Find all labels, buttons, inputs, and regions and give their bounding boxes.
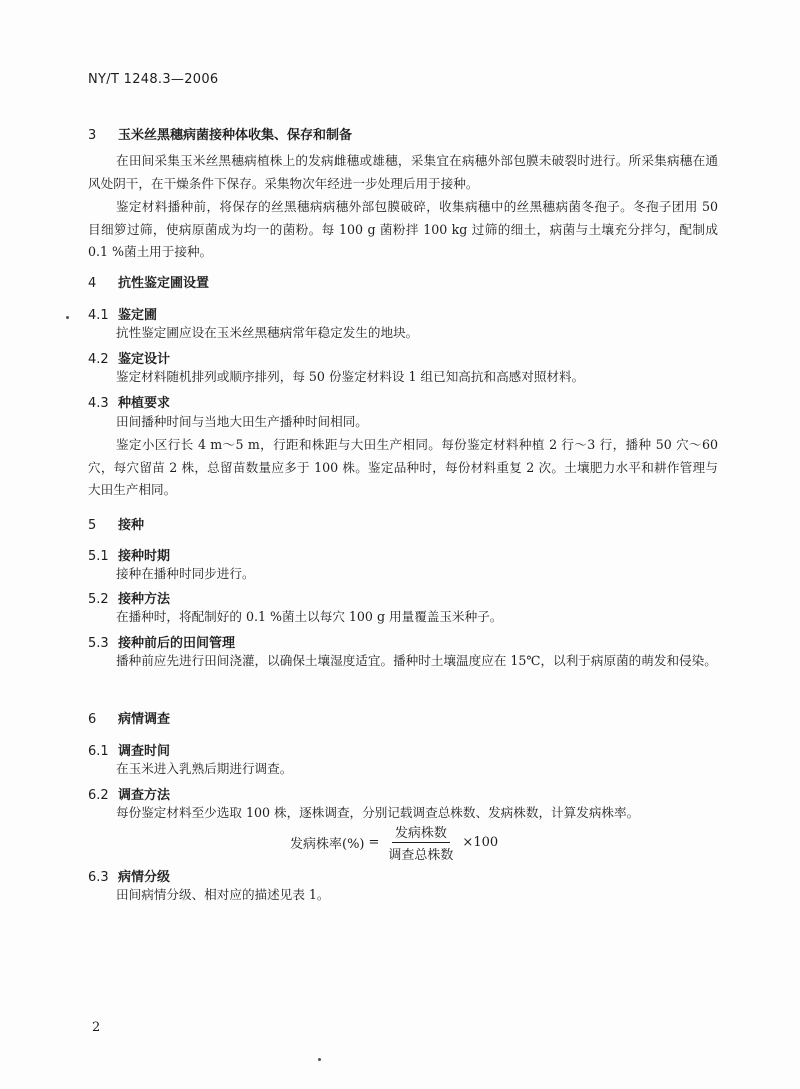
subsection-4-2-heading [88,348,170,367]
paragraph: 鉴定材料随机排列或顺序排列，每 50 份鉴定材料设 1 组已知高抗和高感对照材料。 [116,369,585,384]
formula-multiplier: ×100 [462,835,499,850]
section-number: 3 [88,128,97,143]
paragraph: 每份鉴定材料至少选取 100 株，逐株调查，分别记载调查总株数、发病株数，计算发病株率。 [116,805,640,820]
subsection-title: 鉴定设计 [118,352,171,367]
paragraph: 抗性鉴定圃应设在玉米丝黑穗病常年稳定发生的地块。 [116,325,419,340]
subsection-title: 种植要求 [118,396,171,411]
subsection-title: 调查方法 [118,788,171,803]
formula-numerator: 发病株数 [392,822,450,843]
formula-fraction [385,822,456,863]
paragraph: 鉴定小区行长 4 m～5 m，行距和株距与大田生产相同。每份鉴定材料种植 2 行～3 行，播种 50 穴～60 穴，每穴留苗 2 株，总留苗数量应多于 100 株。鉴定品种时，每份材料重复 2 次。土壤肥力水平和耕作管理与大田生产相同。 [88,437,718,497]
subsection-title: 接种前后的田间管理 [118,636,236,651]
formula-equals: = [368,835,380,850]
subsection-number: 6.3 [88,870,109,885]
subsection-number: 4.1 [88,308,109,323]
section-title: 抗性鉴定圃设置 [118,276,210,291]
section-3-heading [88,124,352,143]
subsection-number: 4.3 [88,396,109,411]
subsection-5-1-heading [88,545,170,564]
subsection-number: 6.2 [88,788,109,803]
subsection-5-2-heading [88,588,170,607]
scan-speck [66,316,69,319]
subsection-number: 5.3 [88,636,109,651]
subsection-6-3-heading [88,866,170,885]
paragraph: 在播种时，将配制好的 0.1 %菌土以每穴 100 g 用量覆盖玉米种子。 [116,609,503,624]
section-4-heading [88,272,209,291]
formula-lhs: 发病株率(%) [290,837,365,852]
subsection-number: 5.2 [88,592,109,607]
document-code: NY/T 1248.3—2006 [88,72,219,87]
subsection-number: 5.1 [88,549,109,564]
subsection-title: 调查时间 [118,744,171,759]
paragraph: 在玉米进入乳熟后期进行调查。 [116,761,293,776]
page-number: 2 [92,1020,101,1035]
section-5-heading [88,514,144,533]
section-title: 病情调查 [118,712,171,727]
section-number: 5 [88,518,97,533]
subsection-title: 病情分级 [118,870,171,885]
scan-speck [318,1058,321,1061]
subsection-4-3-heading [88,392,170,411]
subsection-title: 鉴定圃 [118,308,158,323]
paragraph: 播种前应先进行田间浇灌，以确保土壤湿度适宜。播种时土壤温度应在 15℃，以利于病原菌的萌发和侵染。 [116,653,717,668]
paragraph: 田间播种时间与当地大田生产播种时间相同。 [116,414,368,429]
subsection-number: 6.1 [88,744,109,759]
paragraph: 鉴定材料播种前，将保存的丝黑穗病病穗外部包膜破碎，收集病穗中的丝黑穗病菌冬孢子。冬孢子团用 50 目细箩过筛，使病原菌成为均一的菌粉。每 100 g 菌粉拌 100 kg 过筛的细土，病菌与土壤充分拌匀，配制成 0.1 %菌土用于接种。 [88,199,718,259]
subsection-4-1-heading [88,304,157,323]
subsection-5-3-heading [88,632,235,651]
subsection-number: 4.2 [88,352,109,367]
subsection-6-2-heading [88,784,170,803]
incidence-formula [290,822,498,863]
section-title: 玉米丝黑穗病菌接种体收集、保存和制备 [118,128,353,143]
section-6-heading [88,708,170,727]
subsection-title: 接种方法 [118,592,171,607]
paragraph: 接种在播种时同步进行。 [116,566,255,581]
section-number: 6 [88,712,97,727]
section-title: 接种 [118,518,145,533]
section-number: 4 [88,276,97,291]
subsection-6-1-heading [88,740,170,759]
paragraph: 在田间采集玉米丝黑穗病植株上的发病雌穗或雄穗，采集宜在病穗外部包膜未破裂时进行。所采集病穗在通风处阴干，在干燥条件下保存。采集物次年经进一步处理后用于接种。 [88,153,718,191]
paragraph: 田间病情分级、相对应的描述见表 1。 [116,887,330,902]
subsection-title: 接种时期 [118,549,171,564]
formula-denominator: 调查总株数 [388,848,454,863]
